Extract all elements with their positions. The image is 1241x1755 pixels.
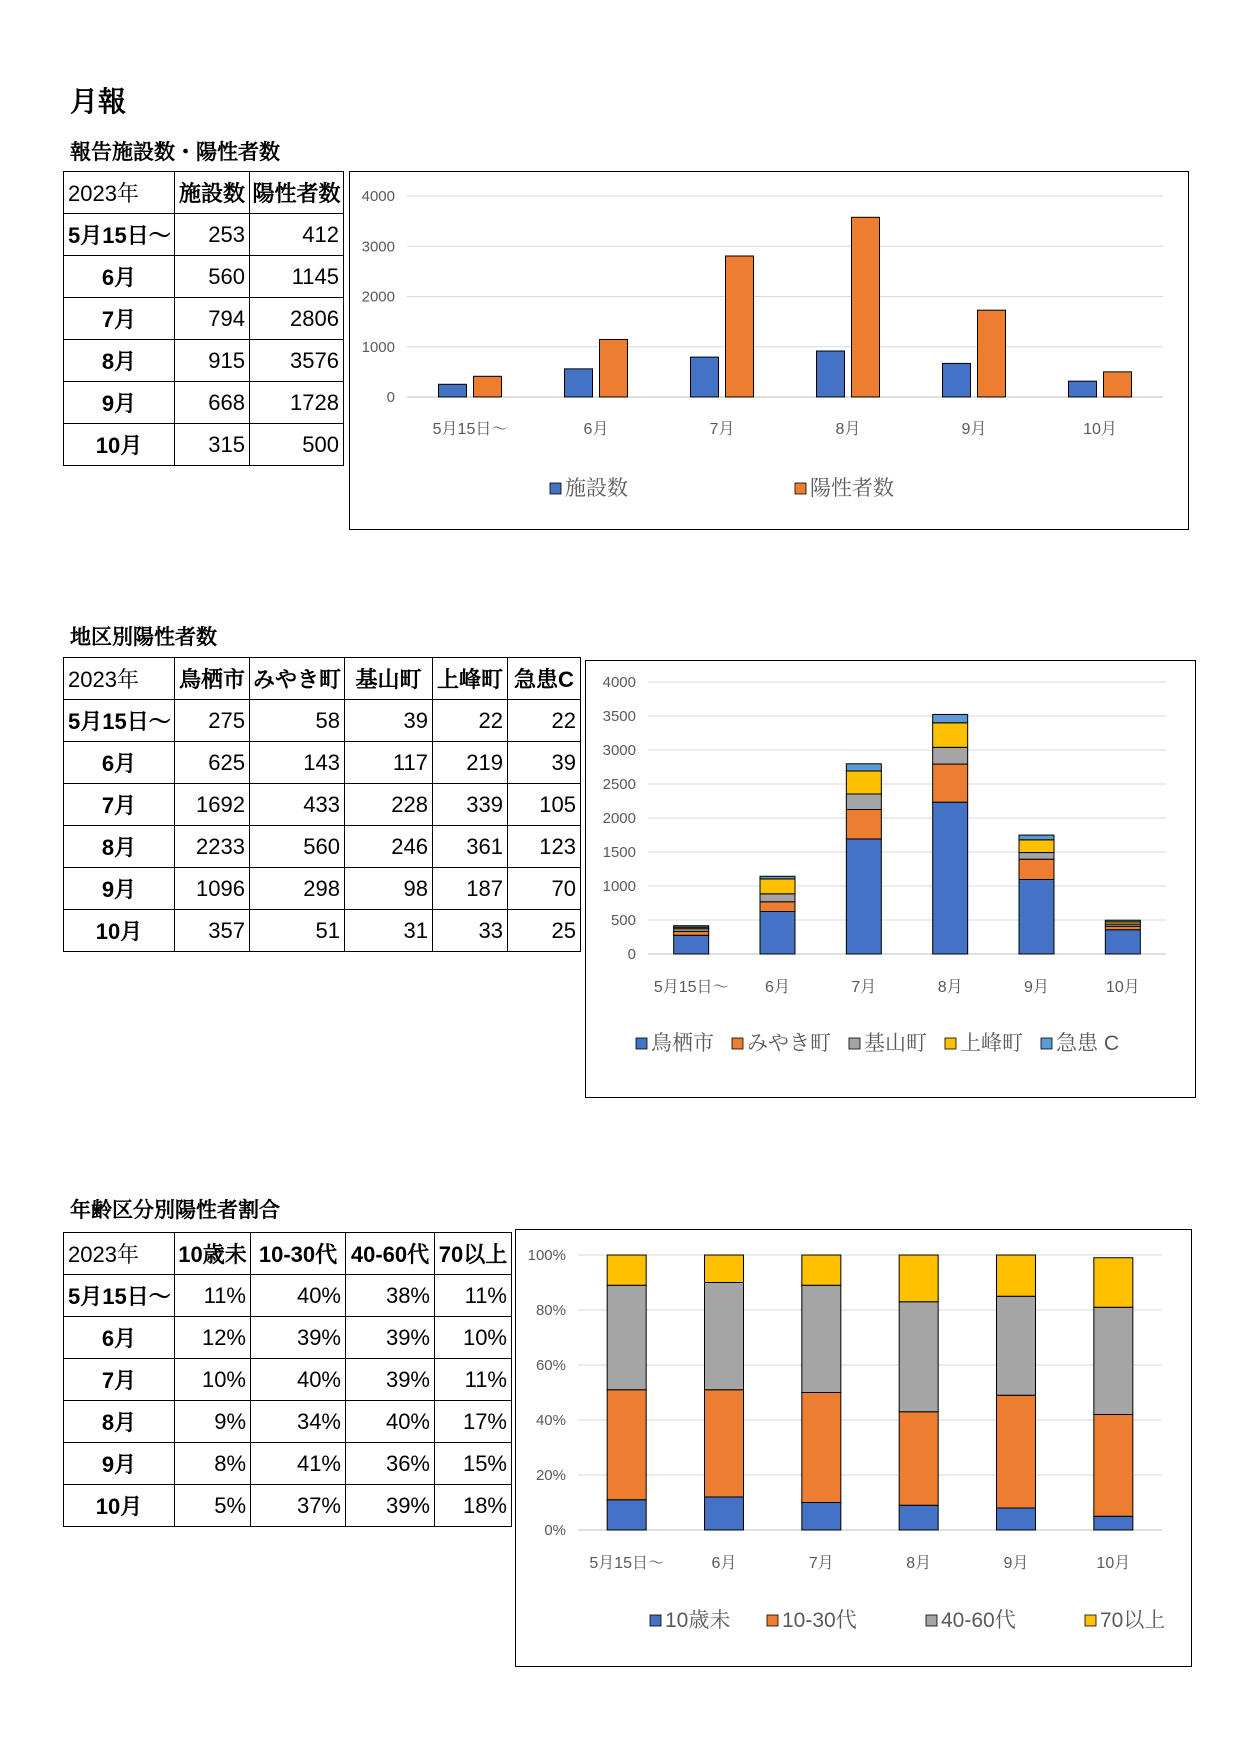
- table-cell: 12%: [175, 1317, 251, 1359]
- page-title: 月報: [70, 85, 127, 118]
- table-cell: 34%: [251, 1401, 346, 1443]
- bar: [600, 339, 628, 397]
- table-row: [64, 340, 344, 382]
- y-tick-label: 40%: [535, 1412, 566, 1429]
- bar-segment: [674, 926, 709, 927]
- y-tick-label: 80%: [535, 1302, 566, 1319]
- y-tick-label: 20%: [535, 1467, 566, 1484]
- y-tick-label: 0%: [544, 1522, 566, 1539]
- bar-segment: [705, 1255, 744, 1283]
- row-label: 6月: [64, 1317, 175, 1359]
- bar-segment: [846, 794, 881, 810]
- table-cell: 1692: [175, 784, 250, 826]
- table-row: [64, 1443, 512, 1485]
- bar-segment: [1094, 1415, 1133, 1517]
- table-row: [64, 1359, 512, 1401]
- y-tick-label: 60%: [535, 1357, 566, 1374]
- bar: [565, 369, 593, 397]
- table-cell: 11%: [175, 1275, 251, 1317]
- table-cell: 500: [250, 424, 344, 466]
- x-tick-label: 8月: [835, 421, 861, 438]
- row-label: 10月: [64, 424, 175, 466]
- table-cell: 361: [433, 826, 508, 868]
- table-cell: 11%: [435, 1275, 512, 1317]
- x-tick-label: 7月: [851, 979, 877, 996]
- table-cell: 560: [250, 826, 345, 868]
- section1-title: 報告施設数・陽性者数: [70, 140, 280, 164]
- table-row: [64, 382, 344, 424]
- district-stacked-chart: [585, 660, 1196, 1098]
- bar-segment: [899, 1302, 938, 1412]
- legend-label: 40-60代: [941, 1609, 1016, 1632]
- table-row: [64, 1485, 512, 1527]
- y-tick-label: 1500: [602, 844, 636, 861]
- bar-segment: [846, 839, 881, 954]
- bar-segment: [846, 771, 881, 794]
- row-label: 9月: [64, 1443, 175, 1485]
- age-ratio-chart: [515, 1229, 1192, 1667]
- table-cell: 143: [250, 742, 345, 784]
- legend-label: 10-30代: [782, 1609, 857, 1632]
- y-tick-label: 4000: [361, 188, 395, 205]
- x-tick-label: 10月: [1083, 421, 1117, 438]
- table-cell: 560: [175, 256, 250, 298]
- table-cell: 39: [345, 700, 433, 742]
- y-tick-label: 2000: [602, 810, 636, 827]
- table-cell: 357: [175, 910, 250, 952]
- table-cell: 315: [175, 424, 250, 466]
- bar-segment: [1019, 859, 1054, 879]
- row-label: 6月: [64, 742, 175, 784]
- legend-swatch: [1085, 1615, 1096, 1626]
- column-header: 急患C: [508, 658, 581, 700]
- year-header: 2023年: [64, 658, 175, 700]
- table-cell: 17%: [435, 1401, 512, 1443]
- bar-segment: [997, 1508, 1036, 1530]
- bar-segment: [705, 1390, 744, 1497]
- table-cell: 70: [508, 868, 581, 910]
- legend-label: 陽性者数: [810, 477, 894, 500]
- row-label: 8月: [64, 340, 175, 382]
- column-header: みやき町: [250, 658, 345, 700]
- legend-label: 施設数: [565, 477, 628, 500]
- bar-segment: [802, 1393, 841, 1503]
- column-header: 10歳未: [175, 1233, 251, 1275]
- table-cell: 25: [508, 910, 581, 952]
- x-tick-label: 9月: [1024, 979, 1049, 996]
- bar-segment: [899, 1505, 938, 1530]
- bar-segment: [760, 879, 795, 894]
- table-row: [64, 1401, 512, 1443]
- x-tick-label: 9月: [1003, 1555, 1029, 1572]
- facility-positive-table: [63, 171, 344, 466]
- legend-swatch: [795, 483, 806, 494]
- bar: [943, 363, 971, 397]
- bar-segment: [607, 1285, 646, 1390]
- bar: [1104, 372, 1132, 397]
- bar-segment: [1019, 879, 1054, 954]
- table-row: [64, 298, 344, 340]
- x-tick-label: 5月15日〜: [432, 421, 508, 438]
- section2-title: 地区別陽性者数: [70, 625, 217, 649]
- legend-label: 10歳未: [665, 1609, 731, 1632]
- legend-swatch: [1041, 1038, 1052, 1049]
- row-label: 9月: [64, 868, 175, 910]
- table-cell: 3576: [250, 340, 344, 382]
- table-cell: 98: [345, 868, 433, 910]
- x-tick-label: 9月: [961, 421, 987, 438]
- legend-swatch: [550, 483, 561, 494]
- age-header-row: [64, 1233, 512, 1275]
- table-cell: 668: [175, 382, 250, 424]
- bar: [817, 351, 845, 397]
- bar-segment: [760, 894, 795, 902]
- legend-label: 基山町: [864, 1032, 927, 1055]
- x-tick-label: 5月15日〜: [653, 979, 729, 996]
- row-label: 5月15日〜: [64, 214, 175, 256]
- table-cell: 22: [433, 700, 508, 742]
- table-cell: 39%: [346, 1485, 435, 1527]
- bar: [439, 384, 467, 397]
- row-label: 9月: [64, 382, 175, 424]
- row-label: 6月: [64, 256, 175, 298]
- table-cell: 246: [345, 826, 433, 868]
- x-tick-label: 7月: [808, 1555, 834, 1572]
- table-row: [64, 1275, 512, 1317]
- y-tick-label: 3000: [602, 742, 636, 759]
- table-cell: 2806: [250, 298, 344, 340]
- column-header: 10-30代: [251, 1233, 346, 1275]
- row-label: 5月15日〜: [64, 700, 175, 742]
- legend-swatch: [636, 1038, 647, 1049]
- table-cell: 31: [345, 910, 433, 952]
- table-cell: 117: [345, 742, 433, 784]
- facility-header-row: [64, 172, 344, 214]
- table-row: [64, 742, 581, 784]
- table-cell: 22: [508, 700, 581, 742]
- bar-segment: [1094, 1258, 1133, 1308]
- y-tick-label: 2500: [602, 776, 636, 793]
- row-label: 10月: [64, 1485, 175, 1527]
- bar-segment: [802, 1285, 841, 1392]
- table-cell: 40%: [251, 1275, 346, 1317]
- table-cell: 8%: [175, 1443, 251, 1485]
- x-tick-label: 6月: [711, 1555, 737, 1572]
- table-cell: 123: [508, 826, 581, 868]
- x-tick-label: 7月: [709, 421, 735, 438]
- bar-segment: [802, 1503, 841, 1531]
- legend-label: 鳥栖市: [651, 1032, 714, 1055]
- table-cell: 625: [175, 742, 250, 784]
- year-header: 2023年: [64, 172, 175, 214]
- table-cell: 41%: [251, 1443, 346, 1485]
- table-cell: 38%: [346, 1275, 435, 1317]
- table-cell: 39%: [346, 1317, 435, 1359]
- table-cell: 33: [433, 910, 508, 952]
- table-row: [64, 424, 344, 466]
- age-ratio-table: [63, 1232, 512, 1527]
- table-cell: 36%: [346, 1443, 435, 1485]
- bar-segment: [1019, 835, 1054, 840]
- table-cell: 1728: [250, 382, 344, 424]
- column-header: 基山町: [345, 658, 433, 700]
- row-label: 7月: [64, 784, 175, 826]
- y-tick-label: 3000: [361, 238, 395, 256]
- district-header-row: [64, 658, 581, 700]
- table-row: [64, 868, 581, 910]
- bar-segment: [674, 935, 709, 954]
- table-cell: 11%: [435, 1359, 512, 1401]
- table-row: [64, 256, 344, 298]
- bar-segment: [997, 1255, 1036, 1296]
- y-tick-label: 3500: [602, 708, 636, 725]
- legend-label: 上峰町: [960, 1032, 1023, 1055]
- table-cell: 219: [433, 742, 508, 784]
- bar: [726, 256, 754, 397]
- bar-segment: [760, 902, 795, 912]
- bar-segment: [607, 1255, 646, 1285]
- row-label: 10月: [64, 910, 175, 952]
- column-header: 陽性者数: [250, 172, 344, 214]
- y-tick-label: 100%: [527, 1247, 566, 1264]
- bar-segment: [705, 1283, 744, 1390]
- bar: [474, 376, 502, 397]
- table-cell: 9%: [175, 1401, 251, 1443]
- table-cell: 1096: [175, 868, 250, 910]
- bar-segment: [933, 714, 968, 722]
- bar-segment: [705, 1497, 744, 1530]
- bar-segment: [1019, 853, 1054, 860]
- row-label: 7月: [64, 298, 175, 340]
- table-cell: 18%: [435, 1485, 512, 1527]
- table-row: [64, 784, 581, 826]
- table-cell: 39%: [251, 1317, 346, 1359]
- table-cell: 187: [433, 868, 508, 910]
- section3-title: 年齢区分別陽性者割合: [70, 1198, 280, 1222]
- bar-segment: [933, 764, 968, 802]
- y-tick-label: 1000: [602, 878, 636, 895]
- table-cell: 275: [175, 700, 250, 742]
- bar: [978, 310, 1006, 397]
- x-tick-label: 5月15日〜: [589, 1555, 665, 1572]
- row-label: 7月: [64, 1359, 175, 1401]
- table-cell: 915: [175, 340, 250, 382]
- table-cell: 228: [345, 784, 433, 826]
- table-cell: 1145: [250, 256, 344, 298]
- bar-segment: [607, 1500, 646, 1530]
- table-cell: 794: [175, 298, 250, 340]
- bar-segment: [1019, 840, 1054, 853]
- x-tick-label: 6月: [583, 421, 609, 438]
- table-cell: 298: [250, 868, 345, 910]
- legend-swatch: [945, 1038, 956, 1049]
- table-cell: 105: [508, 784, 581, 826]
- bar-segment: [760, 876, 795, 879]
- bar-segment: [1094, 1307, 1133, 1414]
- legend-swatch: [767, 1615, 778, 1626]
- x-tick-label: 6月: [765, 979, 790, 996]
- row-label: 8月: [64, 826, 175, 868]
- column-header: 上峰町: [433, 658, 508, 700]
- table-cell: 412: [250, 214, 344, 256]
- bar-segment: [933, 802, 968, 954]
- y-tick-label: 500: [610, 912, 636, 929]
- bar: [691, 357, 719, 397]
- table-cell: 39: [508, 742, 581, 784]
- table-cell: 51: [250, 910, 345, 952]
- table-cell: 39%: [346, 1359, 435, 1401]
- legend-label: 急患 C: [1056, 1032, 1119, 1055]
- row-label: 5月15日〜: [64, 1275, 175, 1317]
- bar-segment: [899, 1255, 938, 1302]
- table-cell: 10%: [435, 1317, 512, 1359]
- bar-segment: [674, 931, 709, 935]
- y-tick-label: 0: [627, 946, 636, 963]
- bar-segment: [607, 1390, 646, 1500]
- table-cell: 433: [250, 784, 345, 826]
- bar-segment: [1094, 1516, 1133, 1530]
- legend-label: 70以上: [1100, 1609, 1166, 1632]
- column-header: 70以上: [435, 1233, 512, 1275]
- y-tick-label: 0: [386, 389, 395, 406]
- table-cell: 15%: [435, 1443, 512, 1485]
- table-cell: 10%: [175, 1359, 251, 1401]
- column-header: 鳥栖市: [175, 658, 250, 700]
- bar-segment: [899, 1412, 938, 1506]
- bar-segment: [846, 810, 881, 839]
- y-tick-label: 1000: [361, 338, 395, 356]
- table-cell: 40%: [346, 1401, 435, 1443]
- table-row: [64, 700, 581, 742]
- y-tick-label: 2000: [361, 288, 395, 306]
- table-cell: 37%: [251, 1485, 346, 1527]
- facility-positive-chart: [349, 171, 1189, 530]
- x-tick-label: 10月: [1105, 979, 1140, 996]
- table-cell: 5%: [175, 1485, 251, 1527]
- table-cell: 339: [433, 784, 508, 826]
- column-header: 施設数: [175, 172, 250, 214]
- table-row: [64, 826, 581, 868]
- row-label: 8月: [64, 1401, 175, 1443]
- table-cell: 2233: [175, 826, 250, 868]
- legend-swatch: [926, 1615, 937, 1626]
- table-cell: 40%: [251, 1359, 346, 1401]
- bar-segment: [846, 764, 881, 771]
- bar-segment: [1105, 920, 1140, 922]
- legend-label: みやき町: [747, 1032, 831, 1055]
- y-tick-label: 4000: [602, 674, 636, 691]
- legend-swatch: [650, 1615, 661, 1626]
- x-tick-label: 8月: [937, 979, 963, 996]
- legend-swatch: [732, 1038, 743, 1049]
- x-tick-label: 8月: [906, 1555, 932, 1572]
- bar-segment: [1105, 930, 1140, 954]
- bar-segment: [802, 1255, 841, 1285]
- bar: [852, 217, 880, 397]
- bar-segment: [997, 1296, 1036, 1395]
- bar-segment: [997, 1395, 1036, 1508]
- x-tick-label: 10月: [1096, 1555, 1131, 1572]
- table-cell: 253: [175, 214, 250, 256]
- table-row: [64, 1317, 512, 1359]
- year-header: 2023年: [64, 1233, 175, 1275]
- district-positive-table: [63, 657, 581, 952]
- bar: [1069, 381, 1097, 397]
- bar-segment: [933, 747, 968, 764]
- table-cell: 58: [250, 700, 345, 742]
- column-header: 40-60代: [346, 1233, 435, 1275]
- table-row: [64, 214, 344, 256]
- bar-segment: [1105, 926, 1140, 929]
- table-row: [64, 910, 581, 952]
- legend-swatch: [849, 1038, 860, 1049]
- bar-segment: [933, 723, 968, 748]
- bar-segment: [760, 912, 795, 955]
